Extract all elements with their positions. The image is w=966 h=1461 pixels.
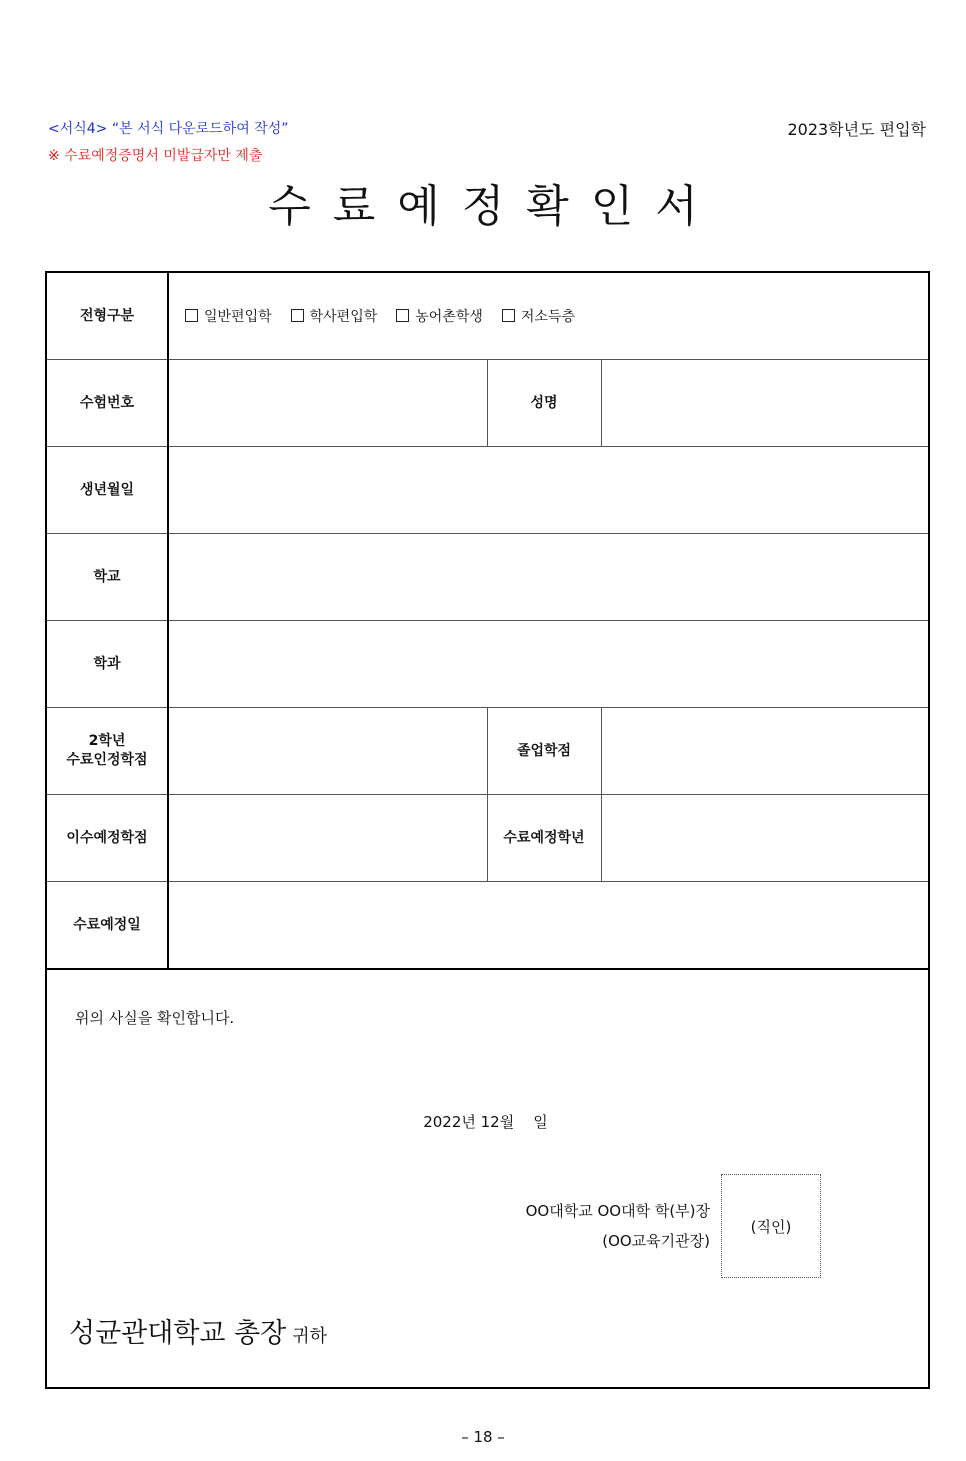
dept-field[interactable] <box>168 621 928 708</box>
expected-date-label: 수료예정일 <box>47 882 168 970</box>
checkbox-icon[interactable] <box>291 309 304 322</box>
checkbox-icon[interactable] <box>396 309 409 322</box>
name-label: 성명 <box>487 360 601 447</box>
addressee-name: 성균관대학교 총장 <box>69 1318 287 1349</box>
expected-credits-field[interactable] <box>168 795 487 882</box>
checkbox-icon[interactable] <box>185 309 198 322</box>
document-title: 수료예정확인서 <box>268 181 720 232</box>
expected-date-field[interactable] <box>168 882 928 970</box>
option-general[interactable]: 일반편입학 <box>185 306 272 326</box>
credits2-field[interactable] <box>168 708 487 795</box>
issuer-line2: (OO교육기관장) <box>602 1232 710 1250</box>
grad-credits-label: 졸업학점 <box>487 708 601 795</box>
school-field[interactable] <box>168 534 928 621</box>
name-field[interactable] <box>601 360 928 447</box>
option-low-income[interactable]: 저소득층 <box>502 306 575 326</box>
row-expected <box>47 795 928 882</box>
row-department <box>47 621 928 708</box>
year-label: 2023학년도 편입학 <box>787 120 926 139</box>
addressee-suffix: 귀하 <box>292 1326 328 1347</box>
row-admission-type <box>47 273 928 360</box>
row-credits <box>47 708 928 795</box>
row-school <box>47 534 928 621</box>
issuer-line1: OO대학교 OO대학 학(부)장 <box>525 1202 710 1220</box>
admission-type-options <box>168 273 928 360</box>
admission-type-label: 전형구분 <box>47 273 168 360</box>
grad-credits-field[interactable] <box>601 708 928 795</box>
expected-credits-label: 이수예정학점 <box>47 795 168 882</box>
row-exam-name <box>47 360 928 447</box>
header-notes <box>48 116 289 170</box>
confirm-text: 위의 사실을 확인합니다. <box>75 1009 235 1027</box>
birth-field[interactable] <box>168 447 928 534</box>
seal-box: (직인) <box>721 1174 821 1278</box>
row-expected-date <box>47 882 928 970</box>
credits2-label: 2학년 수료인정학점 <box>47 708 168 795</box>
warning-note: ※ 수료예정증명서 미발급자만 제출 <box>48 148 263 164</box>
confirmation-form <box>45 271 930 1389</box>
exam-no-label: 수험번호 <box>47 360 168 447</box>
info-table <box>47 273 928 970</box>
form-note: <서식4> “본 서식 다운로드하여 작성” <box>48 121 289 137</box>
page-number: – 18 – <box>461 1428 505 1446</box>
birth-label: 생년월일 <box>47 447 168 534</box>
row-birth <box>47 447 928 534</box>
dept-label: 학과 <box>47 621 168 708</box>
option-bachelor[interactable]: 학사편입학 <box>291 306 378 326</box>
school-label: 학교 <box>47 534 168 621</box>
checkbox-icon[interactable] <box>502 309 515 322</box>
exam-no-field[interactable] <box>168 360 487 447</box>
issue-date: 2022년 12월 일 <box>423 1113 548 1131</box>
option-rural[interactable]: 농어촌학생 <box>396 306 483 326</box>
expected-grade-field[interactable] <box>601 795 928 882</box>
expected-grade-label: 수료예정학년 <box>487 795 601 882</box>
